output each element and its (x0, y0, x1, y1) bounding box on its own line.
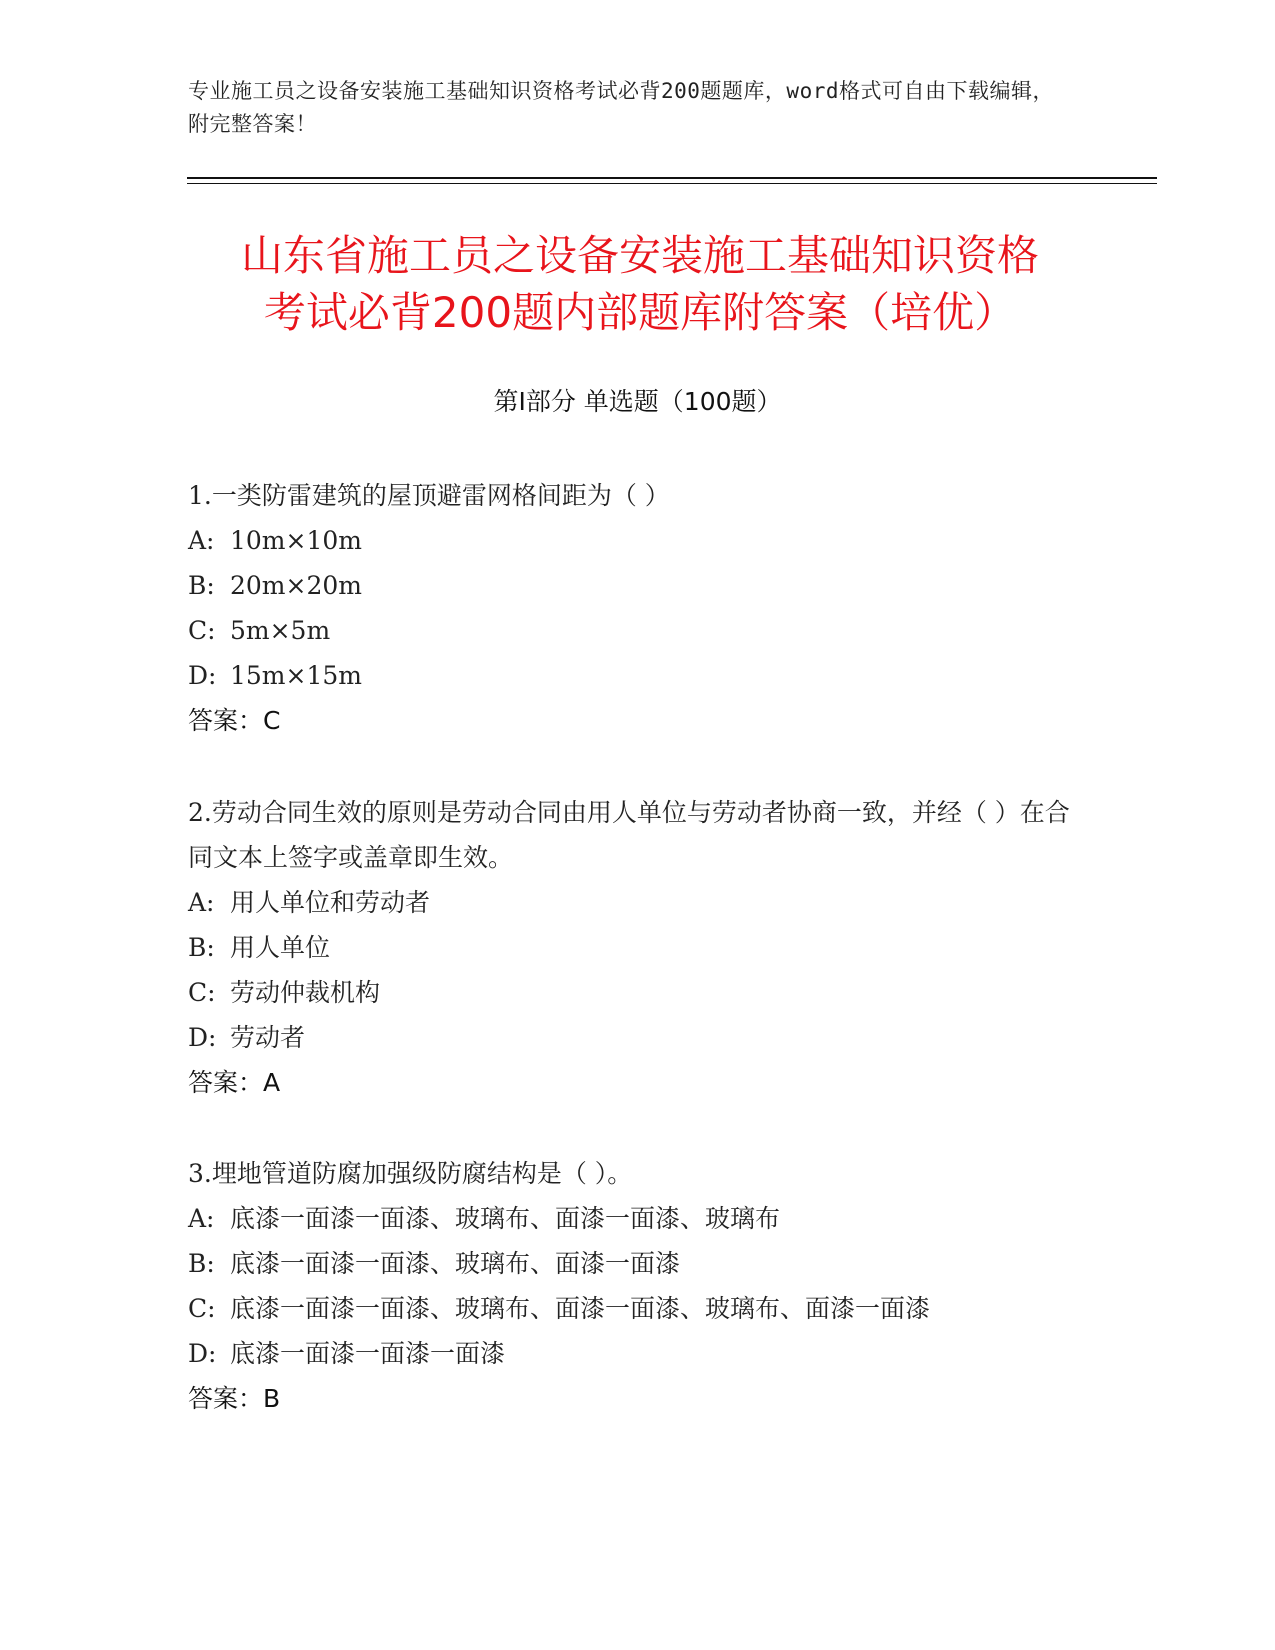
title-line-2: 考试必背200题内部题库附答案（培优） (263, 288, 1017, 337)
option-text: 劳动者 (230, 1023, 306, 1052)
header-note: 专业施工员之设备安装施工基础知识资格考试必背200题题库，word格式可自由下载编辑，附完整答案！ (188, 79, 1054, 136)
option-key: B: (188, 571, 215, 600)
answer-value: C (263, 706, 281, 735)
question-1 (188, 473, 1078, 743)
answer-line (188, 1060, 1078, 1105)
option-key: C: (188, 1294, 216, 1323)
option-key: A: (188, 1204, 215, 1233)
header-divider-thick (187, 177, 1157, 179)
option-b (188, 1241, 1078, 1286)
option-key: A: (188, 526, 215, 555)
answer-label: 答案： (188, 1384, 264, 1413)
option-key: D: (188, 1339, 217, 1368)
option-b (188, 563, 1078, 608)
option-text: 底漆一面漆一面漆、玻璃布、面漆一面漆、玻璃布 (230, 1204, 781, 1233)
option-c (188, 608, 1078, 653)
title-line-1: 山东省施工员之设备安装施工基础知识资格 (240, 231, 1039, 280)
section-title: 第I部分 单选题（100题） (493, 387, 782, 416)
header-divider-thin (187, 183, 1157, 184)
option-text: 20m×20m (230, 571, 362, 600)
option-key: D: (188, 661, 217, 690)
option-a (188, 1196, 1078, 1241)
option-text: 底漆一面漆一面漆一面漆 (230, 1339, 506, 1368)
option-key: D: (188, 1023, 217, 1052)
option-key: A: (188, 888, 215, 917)
question-2 (188, 790, 1078, 1105)
option-text: 15m×15m (230, 661, 362, 690)
option-key: B: (188, 1249, 215, 1278)
option-a (188, 518, 1078, 563)
answer-line (188, 698, 1078, 743)
option-text: 底漆一面漆一面漆、玻璃布、面漆一面漆 (230, 1249, 681, 1278)
answer-label: 答案： (188, 1068, 264, 1097)
option-text: 用人单位和劳动者 (230, 888, 431, 917)
question-stem: 1.一类防雷建筑的屋顶避雷网格间距为（ ） (188, 481, 670, 510)
option-d (188, 653, 1078, 698)
option-b (188, 925, 1078, 970)
option-key: C: (188, 616, 216, 645)
option-c (188, 1286, 1078, 1331)
option-text: 10m×10m (230, 526, 362, 555)
answer-line (188, 1376, 1078, 1421)
document-title (190, 227, 1090, 341)
answer-label: 答案： (188, 706, 264, 735)
option-d (188, 1015, 1078, 1060)
option-key: C: (188, 978, 216, 1007)
option-key: B: (188, 933, 215, 962)
option-text: 5m×5m (230, 616, 331, 645)
question-3 (188, 1151, 1078, 1421)
option-text: 用人单位 (230, 933, 331, 962)
answer-value: B (263, 1384, 281, 1413)
question-stem: 2.劳动合同生效的原则是劳动合同由用人单位与劳动者协商一致，并经（ ）在合同文本上签字或盖章即生效。 (188, 798, 1070, 872)
option-text: 底漆一面漆一面漆、玻璃布、面漆一面漆、玻璃布、面漆一面漆 (230, 1294, 931, 1323)
option-c (188, 970, 1078, 1015)
option-d (188, 1331, 1078, 1376)
question-stem: 3.埋地管道防腐加强级防腐结构是（ ）。 (188, 1159, 633, 1188)
option-text: 劳动仲裁机构 (230, 978, 381, 1007)
answer-value: A (263, 1068, 281, 1097)
option-a (188, 880, 1078, 925)
